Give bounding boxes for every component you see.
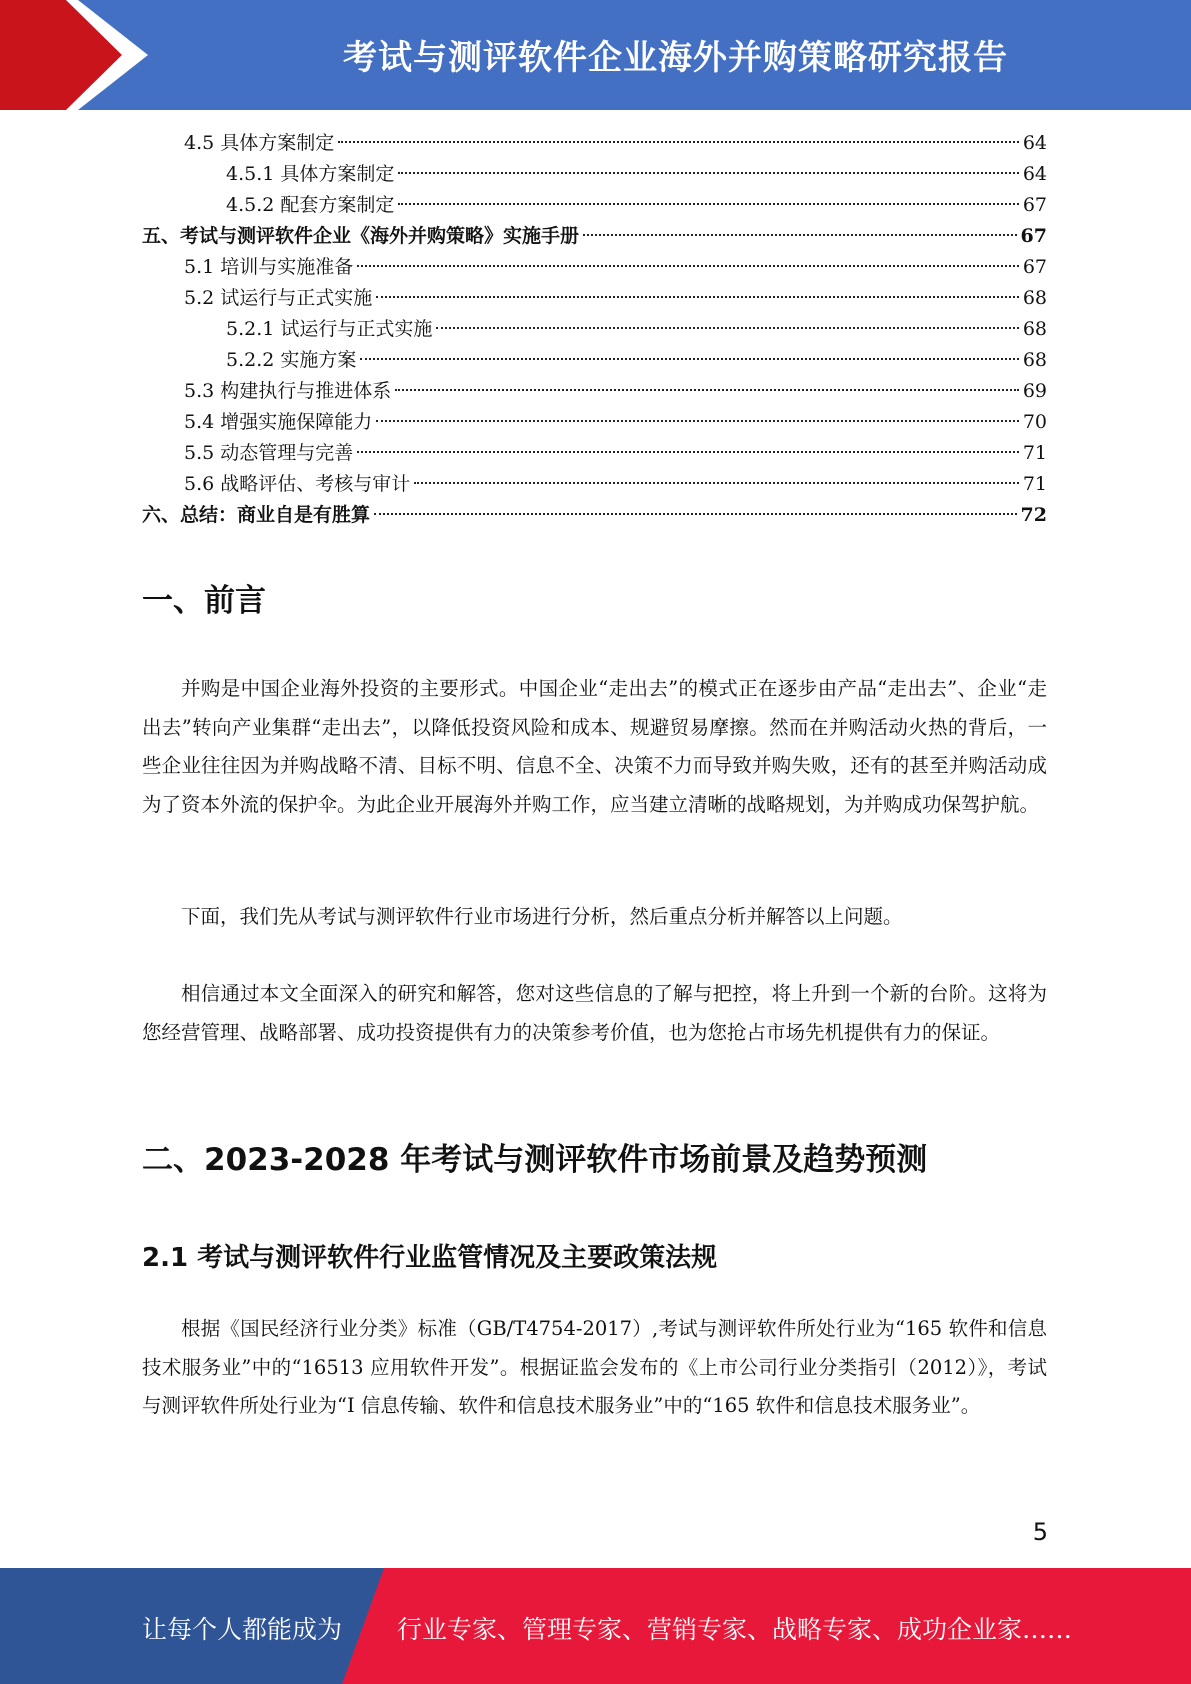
toc-entry[interactable] xyxy=(142,252,1047,283)
toc-entry[interactable] xyxy=(142,221,1047,252)
paragraph-preface-1: 并购是中国企业海外投资的主要形式。中国企业“走出去”的模式正在逐步由产品“走出去”、企业“走出去”转向产业集群“走出去”，以降低投资风险和成本、规避贸易摩擦。然而在并购活动火热的背后，一些企业往往因为并购战略不清、目标不明、信息不全、决策不力而导致并购失败，还有的甚至并购活动成为了资本外流的保护伞。为此企业开展海外并购工作，应当建立清晰的战略规划，为并购成功保驾护航。 xyxy=(142,677,1047,816)
toc-entry[interactable] xyxy=(142,283,1047,314)
toc-entry-label: 4.5.2 配套方案制定 xyxy=(226,194,395,216)
toc-entry[interactable] xyxy=(142,159,1047,190)
toc-entry[interactable] xyxy=(142,438,1047,469)
toc-entry[interactable] xyxy=(142,314,1047,345)
toc-entry-page: 70 xyxy=(1022,411,1047,433)
toc-entry-label: 4.5.1 具体方案制定 xyxy=(226,163,395,185)
toc-entry-page: 69 xyxy=(1022,380,1047,402)
toc-entry-label: 5.2 试运行与正式实施 xyxy=(184,287,373,309)
toc-dot-leader xyxy=(583,234,1017,236)
paragraph-regulation: 根据《国民经济行业分类》标准（GB/T4754-2017）,考试与测评软件所处行业为“165 软件和信息技术服务业”中的“16513 应用软件开发”。根据证监会发布的《上市公司行业分类指引（2012）》，考试与测评软件所处行业为“I 信息传输、软件和信息技术服务业”中的“165 软件和信息技术服务业”。 xyxy=(142,1317,1047,1417)
toc-entry-label: 5.6 战略评估、考核与审计 xyxy=(184,473,411,495)
toc-dot-leader xyxy=(357,451,1019,453)
toc-dot-leader xyxy=(360,358,1018,360)
toc-entry-page: 72 xyxy=(1020,504,1047,526)
toc-entry-page: 64 xyxy=(1022,132,1047,154)
toc-entry-page: 67 xyxy=(1020,225,1047,247)
subsection-heading-regulation: 2.1 考试与测评软件行业监管情况及主要政策法规 xyxy=(142,1243,718,1273)
paragraph-preface-2: 下面，我们先从考试与测评软件行业市场进行分析，然后重点分析并解答以上问题。 xyxy=(181,905,903,928)
toc-entry-label: 5.2.2 实施方案 xyxy=(226,349,357,371)
toc-entry[interactable] xyxy=(142,345,1047,376)
toc-dot-leader xyxy=(357,265,1019,267)
table-of-contents xyxy=(142,128,1047,531)
toc-dot-leader xyxy=(395,389,1019,391)
toc-entry[interactable] xyxy=(142,469,1047,500)
toc-entry-page: 71 xyxy=(1022,442,1047,464)
toc-dot-leader xyxy=(376,420,1019,422)
toc-entry[interactable] xyxy=(142,407,1047,438)
toc-entry-page: 68 xyxy=(1022,349,1047,371)
section-heading-preface: 一、前言 xyxy=(142,583,266,619)
toc-entry-page: 64 xyxy=(1022,163,1047,185)
toc-dot-leader xyxy=(436,327,1018,329)
toc-entry-page: 68 xyxy=(1022,318,1047,340)
footer-slogan-left: 让每个人都能成为 xyxy=(142,1615,343,1644)
section-heading-forecast: 二、2023-2028 年考试与测评软件市场前景及趋势预测 xyxy=(142,1142,928,1178)
page-footer xyxy=(0,1568,1191,1684)
toc-dot-leader xyxy=(398,172,1018,174)
toc-entry[interactable] xyxy=(142,500,1047,531)
toc-dot-leader xyxy=(374,513,1017,515)
toc-dot-leader xyxy=(338,141,1019,143)
toc-dot-leader xyxy=(376,296,1019,298)
toc-dot-leader xyxy=(398,203,1018,205)
toc-entry-label: 5.1 培训与实施准备 xyxy=(184,256,354,278)
toc-entry-label: 六、总结：商业自是有胜算 xyxy=(142,504,371,526)
toc-entry-label: 五、考试与测评软件企业《海外并购策略》实施手册 xyxy=(142,225,580,247)
toc-entry[interactable] xyxy=(142,190,1047,221)
page-number: 5 xyxy=(1032,1518,1048,1546)
header-arrow-decoration xyxy=(0,0,160,110)
toc-entry-page: 67 xyxy=(1022,194,1047,216)
toc-entry-label: 5.2.1 试运行与正式实施 xyxy=(226,318,433,340)
toc-entry-page: 68 xyxy=(1022,287,1047,309)
report-title: 考试与测评软件企业海外并购策略研究报告 xyxy=(343,38,1008,78)
toc-entry[interactable] xyxy=(142,376,1047,407)
toc-entry-label: 4.5 具体方案制定 xyxy=(184,132,335,154)
toc-entry-page: 71 xyxy=(1022,473,1047,495)
toc-entry-label: 5.3 构建执行与推进体系 xyxy=(184,380,392,402)
toc-dot-leader xyxy=(414,482,1019,484)
toc-entry-label: 5.5 动态管理与完善 xyxy=(184,442,354,464)
footer-slogan-right: 行业专家、管理专家、营销专家、战略专家、成功企业家…… xyxy=(397,1615,1073,1644)
toc-entry-label: 5.4 增强实施保障能力 xyxy=(184,411,373,433)
toc-entry-page: 67 xyxy=(1022,256,1047,278)
paragraph-preface-3: 相信通过本文全面深入的研究和解答，您对这些信息的了解与把控，将上升到一个新的台阶。这将为您经营管理、战略部署、成功投资提供有力的决策参考价值，也为您抢占市场先机提供有力的保证。 xyxy=(142,982,1047,1044)
page-header xyxy=(0,0,1191,110)
toc-entry[interactable] xyxy=(142,128,1047,159)
